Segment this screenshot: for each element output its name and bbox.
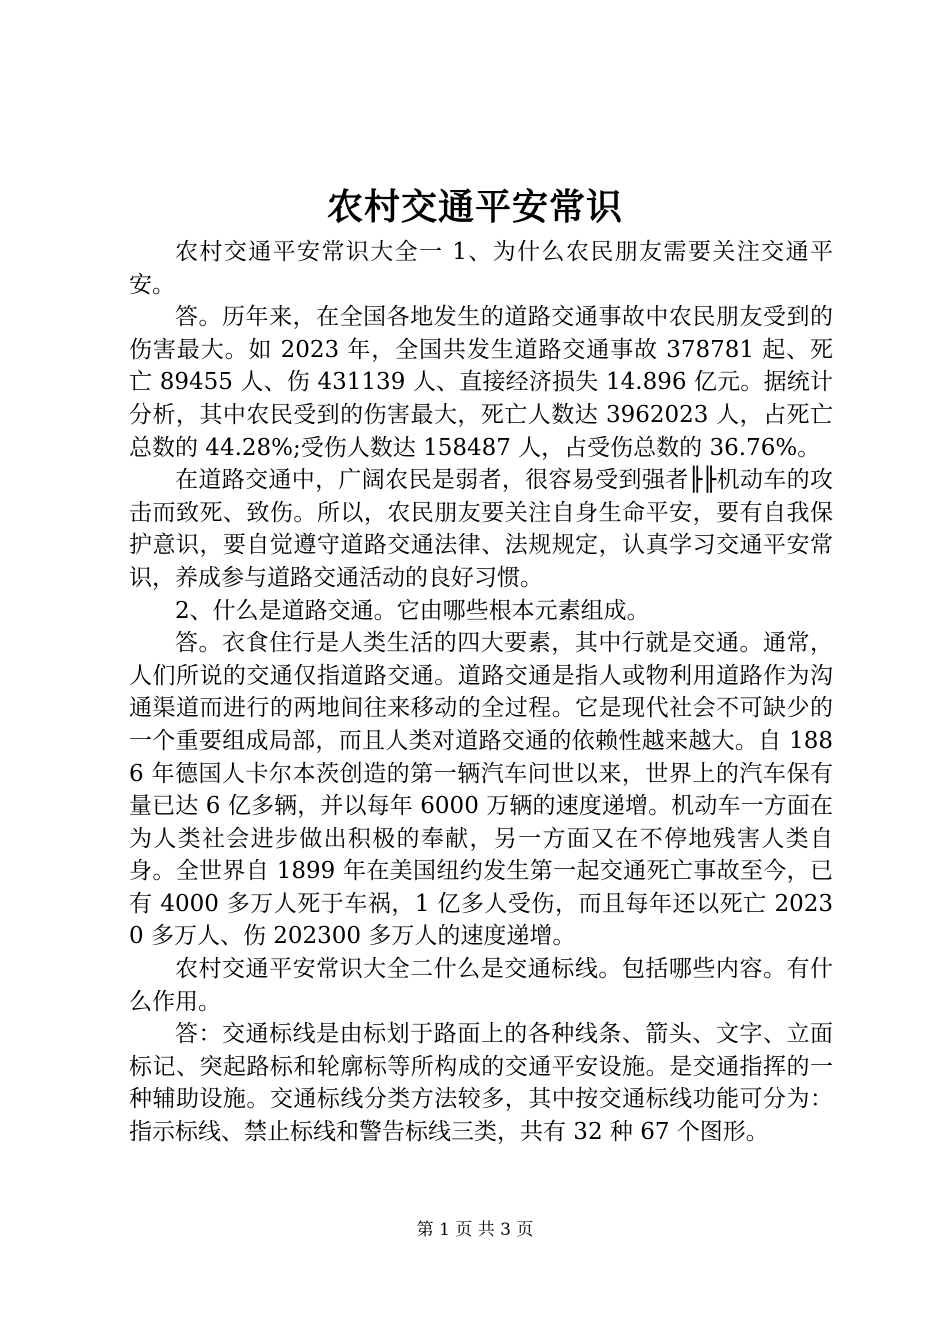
- page-footer: 第 1 页 共 3 页: [416, 1220, 534, 1240]
- paragraph: 答。衣食住行是人类生活的四大要素，其中行就是交通。通常，人们所说的交通仅指道路交通。道路交通是指人或物利用道路作为沟通渠道而进行的两地间往来移动的全过程。它是现代社会不可缺少的一个重要组成局部，而且人类对道路交通的依赖性越来越大。自 1886 年德国人卡尔本茨创造的第一辆汽车问世以来，世界上的汽车保有量已达 6 亿多辆，并以每年 6000 万辆的速度递增。机动车一方面在为人类社会进步做出积极的奉献，另一方面又在不停地残害人类自身。全世界自 1899 年在美国纽约发生第一起交通死亡事故至今，已有 4000 多万人死于车祸，1 亿多人受伤，而且每年还以死亡 20230 多万人、伤 202300 多万人的速度递增。: [129, 630, 833, 950]
- paragraph: 答：交通标线是由标划于路面上的各种线条、箭头、文字、立面标记、突起路标和轮廓标等所构成的交通平安设施。是交通指挥的一种辅助设施。交通标线分类方法较多，其中按交通标线功能可分为：指示标线、禁止标线和警告标线三类，共有 32 种 67 个图形。: [129, 1021, 833, 1146]
- document-body: [129, 236, 833, 1149]
- page-title: 农村交通平安常识: [326, 186, 623, 228]
- paragraph: 在道路交通中，广阔农民是弱者，很容易受到强者╟╟机动车的攻击而致死、致伤。所以，农民朋友要关注自身生命平安，要有自我保护意识，要自觉遵守道路交通法律、法规规定，认真学习交通平安常识，养成参与道路交通活动的良好习惯。: [129, 467, 833, 591]
- paragraph: 答。历年来，在全国各地发生的道路交通事故中农民朋友受到的伤害最大。如 2023 年，全国共发生道路交通事故 378781 起、死亡 89455 人、伤 431139 人、直接经济损失 14.896 亿元。据统计分析，其中农民受到的伤害最大，死亡人数达 3962023 人，占死亡总数的 44.28%;受伤人数达 158487 人，占受伤总数的 36.76%。: [129, 304, 833, 461]
- paragraph: 农村交通平安常识大全一 1、为什么农民朋友需要关注交通平安。: [129, 239, 833, 298]
- paragraph: 2、什么是道路交通。它由哪些根本元素组成。: [175, 597, 650, 624]
- paragraph: 农村交通平安常识大全二什么是交通标线。包括哪些内容。有什么作用。: [129, 956, 833, 1015]
